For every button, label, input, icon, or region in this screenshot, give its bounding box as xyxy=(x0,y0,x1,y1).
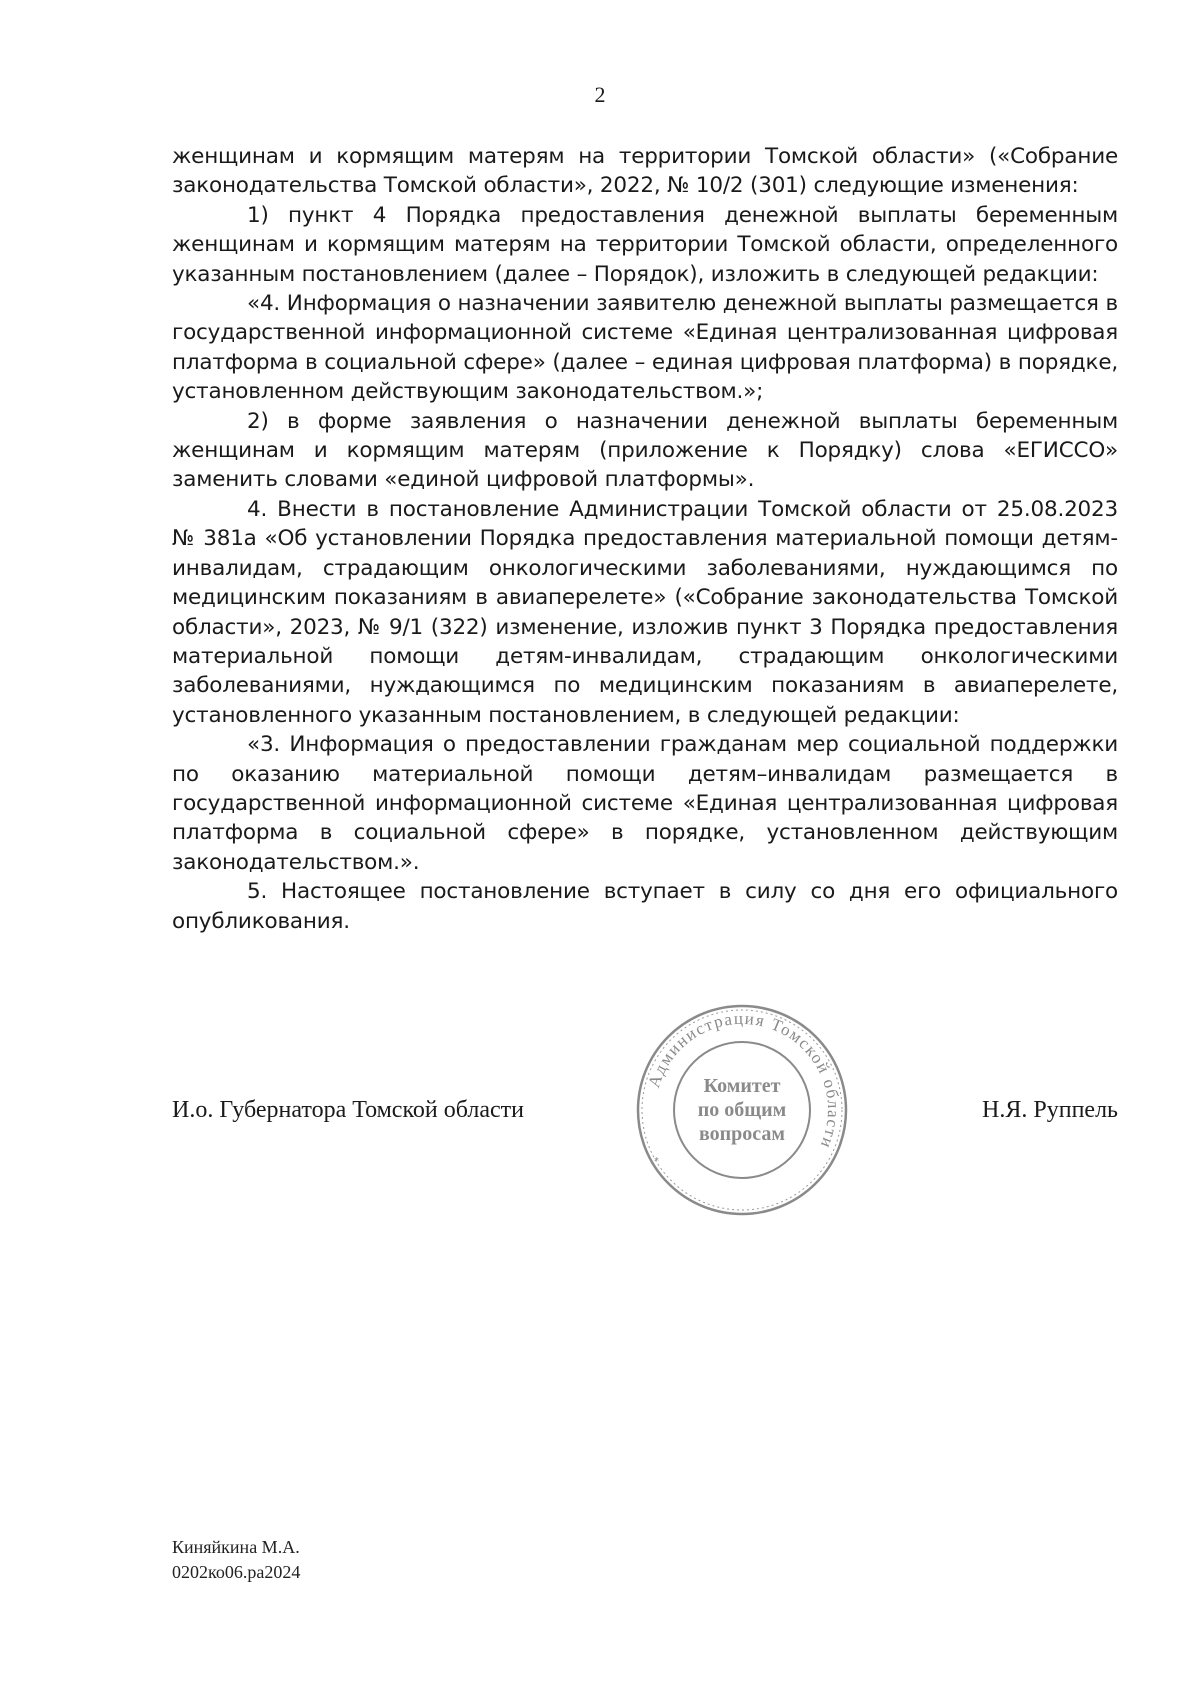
official-stamp xyxy=(632,1000,852,1220)
paragraph-section-4: 4. Внести в постановление Администрации Томской области от 25.08.2023 № 381а «Об установлении Порядка предоставления материальной помощи детям-инвалидам, страдающим онкологическими заболеваниями, нуждающимся по медицинским показаниям в авиаперелете» («Собрание законодательства Томской области», 2023, № 9/1 (322) изменение, изложив пункт 3 Порядка предоставления материальной помощи детям-инвалидам, страдающим онкологическими заболеваниями, нуждающимся по медицинским показаниям в авиаперелете, установленного указанным постановлением, в следующей редакции: xyxy=(172,496,1118,728)
svg-text:Администрация Томской области: Администрация Томской области xyxy=(644,1008,844,1153)
paragraph-quote-3: «3. Информация о предоставлении гражданам мер социальной поддержки по оказанию материальной помощи детям–инвалидам размещается в государственной информационной системе «Единая централизованная цифровая платформа в социальной сфере» в порядке, установленном действующим законодательством.». xyxy=(172,732,1118,875)
page-number: 2 xyxy=(594,82,606,107)
paragraph-quote-4: «4. Информация о назначении заявителю денежной выплаты размещается в государственной информационной системе «Единая централизованная цифровая платформа в социальной сфере» (далее – единая цифровая платформа) в порядке, установленном действующим законодательством.»; xyxy=(172,291,1118,405)
svg-text:вопросам: вопросам xyxy=(698,1123,786,1145)
document-body xyxy=(172,142,1118,936)
stamp-seal-icon xyxy=(632,1000,852,1220)
document-code: 0202ко06.ра2024 xyxy=(172,1562,301,1582)
paragraph-section-5: 5. Настоящее постановление вступает в силу со дня его официального опубликования. xyxy=(172,879,1118,934)
svg-text:Комитет: Комитет xyxy=(703,1075,781,1097)
svg-text:по общим: по общим xyxy=(697,1099,787,1121)
paragraph-continuation: женщинам и кормящим матерям на территории Томской области» («Собрание законодательства Томской области», 2022, № 10/2 (301) следующие изменения: xyxy=(172,144,1118,199)
executor-name: Киняйкина М.А. xyxy=(172,1537,300,1557)
paragraph-item-2: 2) в форме заявления о назначении денежной выплаты беременным женщинам и кормящим матерям (приложение к Порядку) слова «ЕГИССО» заменить словами «единой цифровой платформы». xyxy=(172,408,1118,493)
signer-name: Н.Я. Руппель xyxy=(982,1097,1118,1123)
paragraph-item-1: 1) пункт 4 Порядка предоставления денежной выплаты беременным женщинам и кормящим матерям на территории Томской области, определенного указанным постановлением (далее – Порядок), изложить в следующей редакции: xyxy=(172,202,1118,287)
signer-title: И.о. Губернатора Томской области xyxy=(172,1097,524,1123)
footer xyxy=(172,1535,300,1585)
svg-text:*: * xyxy=(654,1156,659,1167)
